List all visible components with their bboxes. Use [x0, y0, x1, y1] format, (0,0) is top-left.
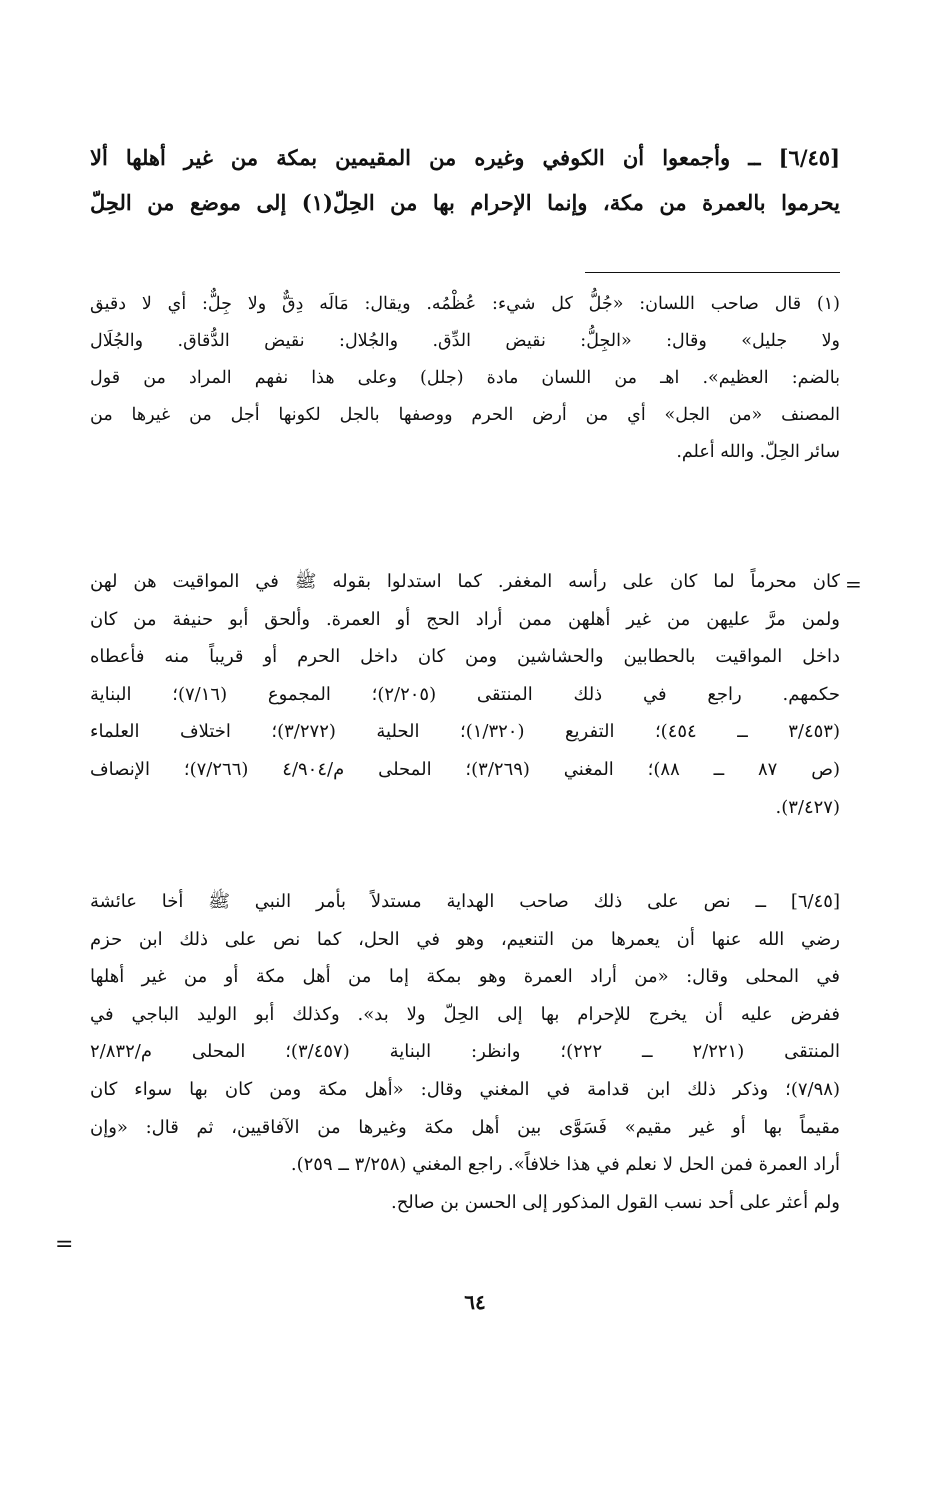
commentary-note [90, 883, 840, 1221]
continuation-line: كان محرماً لما كان على رأسه المغفر. كما استدلوا بقوله ﷺ في المواقيت هن لهن [90, 571, 840, 592]
continuation-line: ولمن مرَّ عليهن من غير أهلهن ممن أراد الحج أو العمرة. وألحق أبو حنيفة من كان [90, 608, 840, 630]
continuation-line: (٣/٤٥٣ ــ ٤٥٤)؛ التفريع (١/٣٢٠)؛ الحلية (٣/٢٧٢)؛ اختلاف العلماء [90, 721, 840, 743]
commentary-line: مقيماً بها أو غير مقيم» فَسَوَّى بين أهل مكة وغيرها من الآفاقيين، ثم قال: «وإن [90, 1116, 840, 1138]
continuation-line: (ص ٨٧ ــ ٨٨)؛ المغني (٣/٢٦٩)؛ المحلى م/٤/٩٠٤ (٧/٢٦٦)؛ الإنصاف [90, 758, 840, 780]
main-text [90, 135, 840, 225]
continuation-marker: = [845, 572, 862, 596]
commentary-line: المنتقى (٢/٢٢١ ــ ٢٢٢)؛ وانظر: البناية (٣/٤٥٧)؛ المحلى م/٢/٨٣٢ [90, 1041, 840, 1063]
footnote-line: ولا جليل» وقال: «الجِلُّ: نقيض الدِّق. والجُلال: نقيض الدُّقاق. والجُلَال [90, 331, 840, 351]
main-text-line: يحرموا بالعمرة من مكة، وإنما الإحرام بها من الحِلّ(١) إلى موضع من الحِلّ [90, 190, 840, 215]
commentary-line: رضي الله عنها أن يعمرها من التنعيم، وهو في الحل، كما نص على ذلك ابن حزم [90, 928, 840, 950]
footnote-line: المصنف «من الجل» أي من أرض الحرم ووصفها بالجل لكونها أجل من غيرها من [90, 405, 840, 425]
main-text-line: [٦/٤٥] ــ وأجمعوا أن الكوفي وغيره من المقيمين بمكة من غير أهلها ألا [90, 145, 840, 170]
page-number: ٦٤ [464, 1290, 486, 1314]
commentary-line: في المحلى وقال: «من أراد العمرة وهو بمكة إما من أهل مكة أو من غير أهلها [90, 966, 840, 988]
footnote-line: سائر الحِلّ. والله أعلم. [676, 442, 840, 462]
footnote-line: بالضم: العظيم». اهـ من اللسان مادة (جلل) وعلى هذا نفهم المراد من قول [90, 368, 840, 388]
continuation-note [90, 563, 840, 826]
continues-marker: = [55, 1232, 74, 1257]
footnote-line: (١) قال صاحب اللسان: «جُلُّ كل شيء: عُظْمُه. ويقال: مَالَه دِقٌّ ولا جِلٌّ: أي لا دقيق [90, 294, 840, 314]
footnote-separator-rule [585, 272, 840, 273]
footnote [90, 286, 840, 471]
continuation-line: داخل المواقيت بالحطابين والحشاشين ومن كان داخل الحرم أو قريباً منه فأعطاه [90, 646, 840, 668]
commentary-line: أراد العمرة فمن الحل لا نعلم في هذا خلافاً». راجع المغني (٣/٢٥٨ ــ ٢٥٩). [290, 1154, 840, 1176]
continuation-line: حكمهم. راجع في ذلك المنتقى (٢/٢٠٥)؛ المجموع (٧/١٦)؛ البناية [90, 683, 840, 705]
commentary-line: (٧/٩٨)؛ وذكر ذلك ابن قدامة في المغني وقال: «أهل مكة ومن كان بها سواء كان [90, 1078, 840, 1100]
commentary-line: [٦/٤٥] ــ نص على ذلك صاحب الهداية مستدلاً بأمر النبي ﷺ أخا عائشة [90, 891, 840, 912]
commentary-line: ولم أعثر على أحد نسب القول المذكور إلى الحسن بن صالح. [390, 1191, 840, 1213]
commentary-line: ففرض عليه أن يخرج للإحرام بها إلى الحِلّ ولا بد». وكذلك أبو الوليد الباجي في [90, 1003, 840, 1025]
continuation-line: (٣/٤٢٧). [775, 796, 840, 818]
